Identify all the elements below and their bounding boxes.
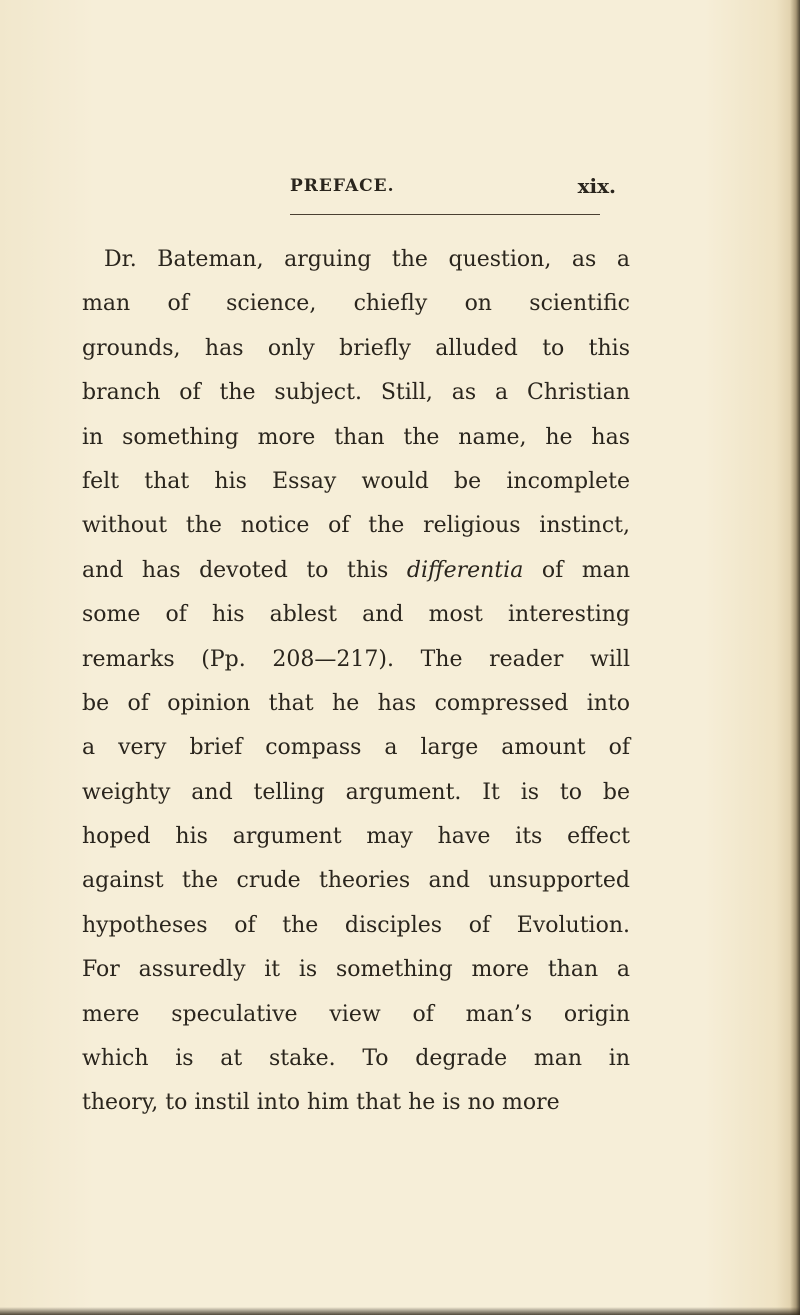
- text-line: man of science, chiefly on scientific: [82, 291, 630, 317]
- body-text: [82, 238, 630, 1126]
- text-line: Dr. Bateman, arguing the question, as a: [104, 247, 630, 272]
- text-line: remarks (Pp. 208—217). The reader will: [82, 646, 630, 672]
- page-edge-shadow: [790, 0, 800, 1315]
- text-line-with-italic: [82, 549, 630, 593]
- running-head: [290, 176, 630, 206]
- text-line: branch of the subject. Still, as a Christian: [82, 380, 630, 406]
- text-line: be of opinion that he has compressed into: [82, 690, 630, 716]
- text-segment: of man: [541, 557, 630, 583]
- text-line: mere speculative view of man’s origin: [82, 1001, 630, 1027]
- text-line: without the notice of the religious instinct,: [82, 513, 630, 539]
- text-line: a very brief compass a large amount of: [82, 735, 630, 761]
- text-line: which is at stake. To degrade man in: [82, 1046, 630, 1072]
- text-line: hypotheses of the disciples of Evolution.: [82, 912, 630, 938]
- italic-term: differentia: [406, 557, 524, 583]
- text-line: weighty and telling argument. It is to be: [82, 779, 630, 805]
- running-title: PREFACE.: [290, 176, 395, 196]
- text-segment: and has devoted to this: [82, 557, 389, 583]
- text-line: some of his ablest and most interesting: [82, 602, 630, 628]
- header-rule: [290, 214, 600, 215]
- page-number: xix.: [577, 174, 616, 198]
- text-line: hoped his argument may have its effect: [82, 824, 630, 850]
- text-line: For assuredly it is something more than a: [82, 957, 630, 983]
- text-line: in something more than the name, he has: [82, 424, 630, 450]
- text-line: grounds, has only briefly alluded to this: [82, 335, 630, 361]
- page-bottom-edge: [0, 1307, 800, 1315]
- text-line: theory, to instil into him that he is no more: [82, 1090, 560, 1116]
- text-line: against the crude theories and unsupported: [82, 868, 630, 894]
- text-line: felt that his Essay would be incomplete: [82, 468, 630, 494]
